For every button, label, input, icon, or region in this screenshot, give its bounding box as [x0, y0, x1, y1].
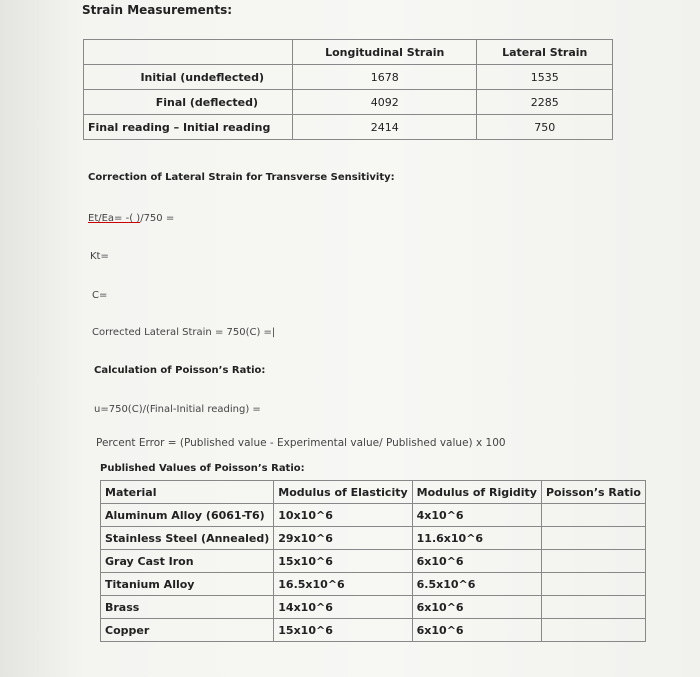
cell-material: Aluminum Alloy (6061-T6)	[101, 504, 274, 527]
table-row	[101, 619, 646, 642]
cell-material: Copper	[101, 619, 274, 642]
et-ea-formula	[88, 213, 174, 224]
cell-value: 2414	[293, 115, 477, 140]
cell-material: Brass	[101, 596, 274, 619]
et-ea-rest: /750 =	[140, 213, 175, 224]
cell-elasticity: 16.5x10^6	[274, 573, 412, 596]
header-material: Material	[101, 481, 274, 504]
table-header-row	[84, 40, 613, 65]
corrected-lateral-strain: Corrected Lateral Strain = 750(C) =|	[92, 327, 276, 338]
cell-value: 2285	[477, 90, 613, 115]
cell-elasticity: 14x10^6	[274, 596, 412, 619]
cell-elasticity: 15x10^6	[274, 550, 412, 573]
table-row	[101, 550, 646, 573]
et-ea-text: Et/Ea= -( )	[88, 213, 141, 224]
table-row	[101, 596, 646, 619]
table-row	[84, 115, 613, 140]
strain-title: Strain Measurements:	[82, 3, 233, 17]
row-label: Final reading – Initial reading	[84, 115, 293, 140]
cell-rigidity: 6x10^6	[412, 596, 541, 619]
header-rigidity: Modulus of Rigidity	[412, 481, 541, 504]
poisson-formula: u=750(C)/(Final-Initial reading) =	[94, 404, 261, 415]
table-row	[101, 573, 646, 596]
header-lateral: Lateral Strain	[477, 40, 613, 65]
table-header-row	[101, 481, 646, 504]
cell-rigidity: 6x10^6	[412, 619, 541, 642]
cell-value: 1535	[477, 65, 613, 90]
cell-material: Gray Cast Iron	[101, 550, 274, 573]
cell-rigidity: 6x10^6	[412, 550, 541, 573]
cell-material: Titanium Alloy	[101, 573, 274, 596]
cell-elasticity: 10x10^6	[274, 504, 412, 527]
header-longitudinal: Longitudinal Strain	[293, 40, 477, 65]
cell-elasticity: 29x10^6	[274, 527, 412, 550]
cell-value: 4092	[293, 90, 477, 115]
cell-rigidity: 4x10^6	[412, 504, 541, 527]
row-label: Final (deflected)	[84, 90, 293, 115]
published-values-table	[100, 480, 646, 642]
cell-value: 1678	[293, 65, 477, 90]
table-row	[101, 504, 646, 527]
percent-error: Percent Error = (Published value - Experimental value/ Published value) x 100	[96, 437, 506, 449]
header-poisson: Poisson’s Ratio	[541, 481, 645, 504]
table-row	[84, 90, 613, 115]
kt-line: Kt=	[90, 251, 109, 262]
table-row	[101, 527, 646, 550]
cell-value: 750	[477, 115, 613, 140]
row-label: Initial (undeflected)	[84, 65, 293, 90]
header-elasticity: Modulus of Elasticity	[274, 481, 412, 504]
table-row	[84, 65, 613, 90]
cell-rigidity: 6.5x10^6	[412, 573, 541, 596]
cell-rigidity: 11.6x10^6	[412, 527, 541, 550]
c-line: C=	[92, 290, 108, 301]
cell-elasticity: 15x10^6	[274, 619, 412, 642]
correction-heading: Correction of Lateral Strain for Transverse Sensitivity:	[88, 172, 395, 183]
strain-table	[83, 39, 613, 140]
published-heading: Published Values of Poisson’s Ratio:	[100, 463, 305, 474]
poisson-heading: Calculation of Poisson’s Ratio:	[94, 365, 266, 376]
cell-material: Stainless Steel (Annealed)	[101, 527, 274, 550]
